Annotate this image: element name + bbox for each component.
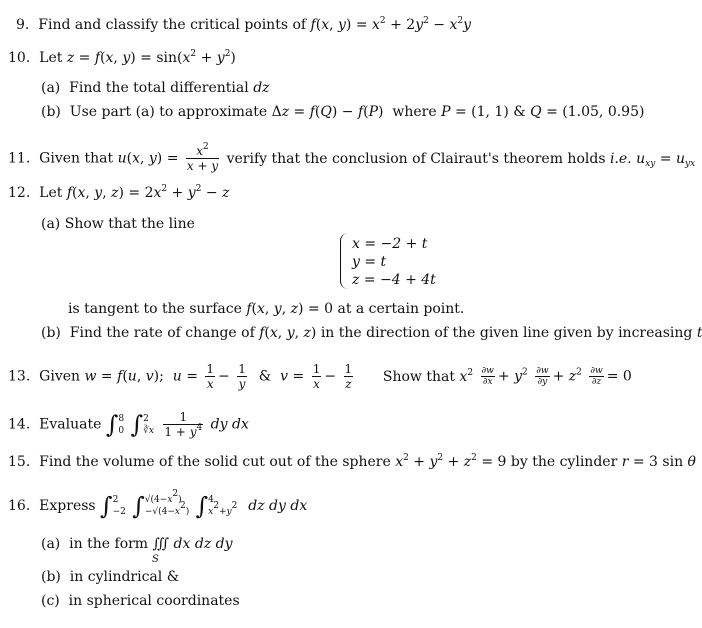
fraction: $\frac{1}{z}$	[344, 362, 353, 391]
part-text: in the form ∭ dx dz dy	[64, 536, 233, 552]
problem-text: Find and classify the critical points of f(x, $y) = x^2 + 2y^2 - x^2y$	[33, 16, 472, 33]
fraction: $\frac{1}{1 + y^4}$	[164, 410, 203, 439]
part-text: in spherical coordinates	[64, 593, 240, 609]
denominator: x + y	[186, 159, 219, 173]
part-text: in cylindrical &	[65, 569, 180, 585]
system-eq-y: y = t	[352, 254, 387, 270]
integral-limits: 4 $x^2+y^2$	[208, 495, 238, 517]
problem-12	[8, 184, 229, 202]
part-text: Find the total differential dz	[64, 80, 270, 96]
problem-10-part-a	[41, 79, 270, 97]
problem-text: Express	[34, 498, 96, 514]
integral-sign: ∫	[100, 492, 113, 520]
problem-16-part-c	[41, 592, 240, 610]
part-label: (b)	[41, 569, 61, 585]
integral-sign: ∫	[130, 410, 144, 439]
numerator: $x^2$	[196, 142, 209, 158]
part-label: (c)	[41, 593, 60, 609]
problem-text: Given that u(x, y) =	[34, 150, 179, 167]
fraction: $\frac{1}{y}$	[238, 362, 246, 391]
problem-16-part-a	[41, 535, 233, 553]
problem-text: Given w = f(u, v); u =	[34, 368, 198, 385]
part-label: (a)	[41, 80, 61, 96]
part-text: Find the rate of change of f(x, y, z) in the direction of the given line given by increasing t	[65, 325, 702, 341]
problem-15	[8, 453, 696, 471]
problem-number: 14.	[8, 416, 31, 433]
problem-number: 13.	[8, 368, 31, 385]
part-label: (b)	[41, 104, 61, 120]
integral-limits: $√(4-x^2)$ $-√(4-x^2)$	[144, 489, 190, 517]
problem-text: Show that $x^2$	[360, 367, 474, 385]
partial-fraction: $\frac{\partial w}{\partial y}$	[536, 366, 549, 387]
integral-limits: 2 ∛x	[143, 413, 154, 436]
problem-9	[16, 16, 471, 34]
problem-text: Evaluate	[34, 416, 102, 433]
problem-text: Find the volume of the solid cut out of the sphere $x^2 + y^2 + z^2 = 9$ by the cylinder r = 3 sin θ	[34, 453, 696, 470]
integral-sign: ∫	[195, 492, 209, 520]
fraction: $\frac{1}{x}$	[312, 362, 321, 391]
problem-12-part-a	[41, 215, 195, 233]
problem-10	[8, 49, 236, 67]
problem-14	[8, 410, 249, 439]
problem-16	[8, 489, 308, 520]
system-eq-z: z = −4 + 4t	[352, 272, 436, 288]
problem-16-part-b	[41, 568, 179, 586]
line-system	[352, 235, 436, 289]
partial-fraction: $\frac{\partial w}{\partial z}$	[590, 366, 603, 387]
integrand-tail: dy dx	[210, 416, 249, 433]
problem-text: & v =	[254, 368, 305, 385]
problem-13: 13. Given w = f(u, v); u = $\frac{1}{x}$ − $\frac{1}{y}$ & v = $\frac{1}{x}$ − $\frac{1}{z}$ Show that $x^2$ $\frac{\partial w}{\partial x}$ + $y^2$ $\frac{\partial w}{\partial y}$ + $z^2$ $\frac{\partial w}{\partial z}$ = 0	[8, 362, 632, 391]
fraction: $\frac{1}{x}$	[206, 362, 215, 391]
problem-number: 15.	[8, 454, 31, 470]
problem-text: Let z = f(x, $y) = \sin(x^2 + y^2)$	[34, 49, 236, 66]
problem-12-tangent-line	[68, 300, 464, 318]
part-text: Use part (a) to approximate Δz = f(Q) − f(P) where P = (1, 1) & Q = (1.05, 0.95)	[65, 104, 645, 120]
partial-fraction: $\frac{\partial w}{\partial x}$	[481, 366, 494, 387]
integral-sign: ∫	[132, 492, 145, 520]
system-brace	[340, 233, 349, 289]
problem-11	[8, 144, 695, 173]
part-label: (b)	[41, 325, 61, 341]
problem-number: 12.	[8, 185, 31, 201]
integral-sign: ∫	[105, 410, 119, 439]
problem-number: 16.	[8, 498, 31, 514]
problem-12-part-b	[41, 324, 702, 342]
problem-number: 11.	[8, 150, 31, 167]
part-label: (a)	[41, 216, 61, 232]
integral-limits: 2 −2	[112, 495, 126, 517]
part-text: is tangent to the surface f(x, y, z) = 0 at a certain point.	[68, 301, 465, 317]
part-text: Show that the line	[64, 216, 195, 232]
problem-number: 9.	[16, 17, 30, 33]
integral-limits: 8 0	[118, 413, 125, 436]
region-subscript: S	[152, 554, 159, 565]
problem-number: 10.	[8, 50, 31, 66]
part-label: (a)	[41, 536, 61, 552]
system-eq-x: x = −2 + t	[352, 236, 428, 252]
fraction	[186, 144, 219, 173]
problem-text: Let f(x, y, $z) = 2x^2 + y^2 - z$	[34, 184, 230, 201]
problem-text: verify that the conclusion of Clairaut's theorem holds i.e. $u_{xy} = u_{yx}$	[226, 150, 696, 169]
integrand-tail: dz dy dx	[248, 498, 308, 514]
problem-10-part-b	[41, 103, 644, 121]
